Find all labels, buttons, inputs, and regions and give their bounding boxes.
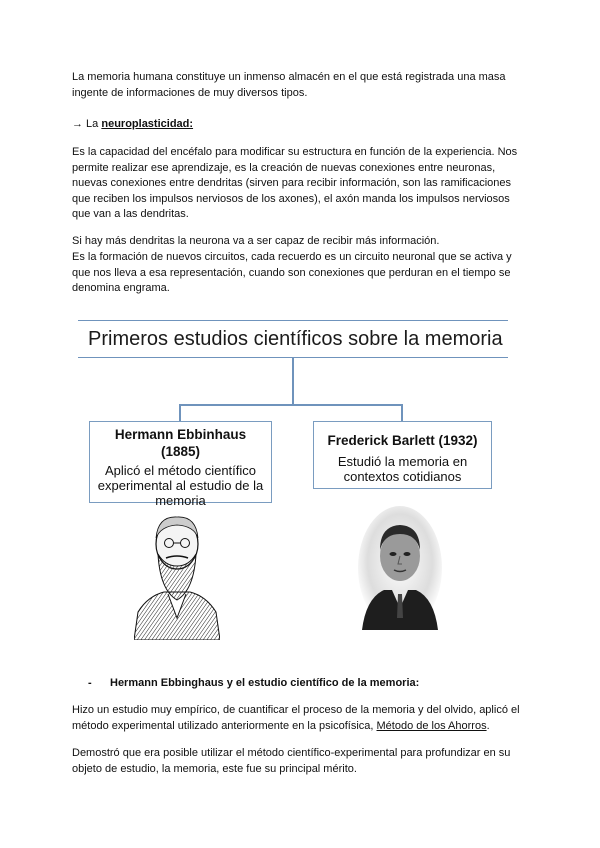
- section-heading-text: Hermann Ebbinghaus y el estudio científico de la memoria:: [110, 677, 420, 689]
- dendrites-line-1: Si hay más dendritas la neurona va a ser capaz de recibir más información.: [72, 235, 440, 247]
- ebbinghaus-desc: Aplicó el método científico experimental al estudio de la memoria: [97, 463, 264, 508]
- bullet-dash: -: [88, 677, 92, 689]
- barlett-box: [313, 421, 492, 489]
- barlett-portrait-image: [358, 506, 442, 636]
- ebbinghaus-paragraph-1: [72, 703, 530, 734]
- paragraph-1-text: Hizo un estudio muy empírico, de cuantificar el proceso de la memoria y del olvido, aplicó el método experimental utilizado anteriormente en la psicofísica,: [72, 704, 520, 732]
- ebbinghaus-paragraph-2: Demostró que era posible utilizar el método científico-experimental para profundizar en su objeto de estudio, la memoria, este fue su principal mérito.: [72, 747, 511, 775]
- ebbinghaus-portrait-image: [134, 508, 220, 640]
- barlett-desc: Estudió la memoria en contextos cotidianos: [337, 454, 468, 484]
- dendrites-paragraph: Es la formación de nuevos circuitos, cada recuerdo es un circuito neuronal que se activa y que nos lleva a esa representación, cuando son conexiones que perduran en el tiempo se denomina engrama.: [72, 251, 512, 294]
- ebbinghaus-box: [89, 421, 272, 508]
- connector-horizontal: [179, 404, 402, 406]
- ebbinghaus-name: Hermann Ebbinhaus: [114, 427, 247, 442]
- paragraph-1-end: .: [486, 719, 490, 732]
- ebbinghaus-year: (1885): [160, 444, 201, 459]
- arrow-label: → La: [72, 118, 102, 130]
- metodo-ahorros-link[interactable]: Método de los Ahorros: [376, 719, 487, 732]
- ebbinghaus-section-heading: [72, 676, 530, 692]
- intro-paragraph: La memoria humana constituye un inmenso almacén en el que está registrada una masa ingente de informaciones de muy diversos tipos.: [72, 71, 506, 99]
- connector-right: [401, 404, 403, 421]
- diagram-title: Primeros estudios científicos sobre la memoria: [88, 328, 503, 350]
- connector-vertical: [292, 358, 294, 404]
- barlett-name: Frederick Barlett (1932): [327, 433, 478, 448]
- neuroplasticity-term: neuroplasticidad:: [101, 118, 194, 130]
- diagram-title-box: [78, 320, 508, 358]
- neuroplasticity-heading: [72, 117, 530, 133]
- connector-left: [179, 404, 181, 421]
- neuroplasticity-definition: Es la capacidad del encéfalo para modificar su estructura en función de la experiencia. Nos permite realizar ese aprendizaje, es la creación de nuevas conexiones entre neuronas, nuevas conexiones entre dendritas (sirven para recibir información, son las ramificaciones que reciben los impulsos nerviosos de los axones), el axón manda los impulsos nerviosos que van a las dendritas.: [72, 146, 518, 220]
